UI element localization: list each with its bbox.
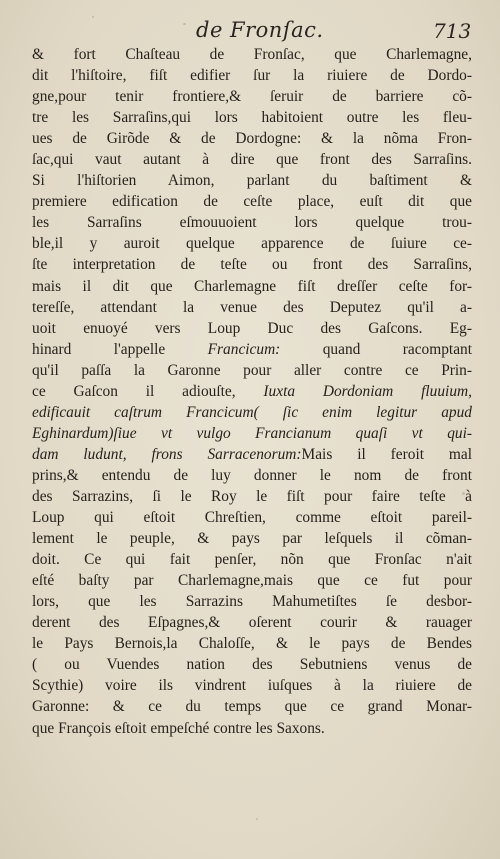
text-line	[32, 233, 472, 254]
text-line	[32, 465, 472, 486]
roman-text: que François eſtoit empeſché contre les Saxons.	[32, 719, 325, 737]
roman-text: dit l'hiſtoire, fiſt edifier ſur la riuiere de Dordo-	[32, 67, 472, 85]
page-number: 713	[433, 19, 472, 43]
text-line	[32, 276, 472, 297]
roman-text: doit. Ce qui fait penſer, nõn que Fronſac n'ait	[32, 551, 472, 569]
text-line	[32, 675, 472, 696]
text-line	[32, 528, 472, 549]
roman-text: Garonne: & ce du temps que ce grand Monar-	[32, 698, 472, 716]
italic-text: edificauit caſtrum Francicum( ſic enim legitur apud	[32, 403, 472, 421]
roman-text: gne,pour tenir frontiere,& ſeruir de barriere cõ-	[32, 88, 472, 106]
roman-text: des Sarrazins, ſi le Roy le fiſt pour faire teſte à	[32, 487, 472, 505]
text-line	[32, 696, 472, 717]
text-line	[32, 149, 472, 170]
text-line	[32, 254, 472, 275]
text-line	[32, 486, 472, 507]
roman-text: Loup qui eſtoit Chreſtien, comme eſtoit pareil-	[32, 509, 472, 527]
text-line	[32, 718, 472, 739]
roman-text: eſté baſty par Charlemagne,mais que ce fut pour	[32, 572, 472, 590]
text-line	[32, 107, 472, 128]
text-line	[32, 86, 472, 107]
text-line	[32, 549, 472, 570]
roman-text: ble,il y auroit quelque apparence de ſuiure ce-	[32, 235, 472, 253]
page-header	[0, 18, 500, 44]
text-line	[32, 507, 472, 528]
roman-text: premiere edification de ceſte place, euſt dit que	[32, 193, 472, 211]
italic-text: Iuxta Dordoniam fluuium,	[263, 382, 472, 400]
running-title: de Fronſac.	[196, 18, 324, 42]
text-line	[32, 360, 472, 381]
roman-text: hinard l'appelle	[32, 340, 208, 358]
roman-text: mais il dit que Charlemagne fiſt dreſſer ceſte for-	[32, 277, 472, 295]
roman-text: les Sarraſins eſmouuoient lors quelque trou-	[32, 214, 472, 232]
text-line	[32, 444, 472, 465]
text-line	[32, 339, 472, 360]
text-line	[32, 128, 472, 149]
text-line	[32, 654, 472, 675]
body-text	[32, 44, 472, 739]
text-line	[32, 297, 472, 318]
roman-text: quand racomptant	[280, 340, 472, 358]
roman-text: derent des Eſpagnes,& oſerent courir & rauager	[32, 614, 472, 632]
roman-text: Scythie) voire ils vindrent iuſques à la riuiere de	[32, 677, 472, 695]
roman-text: lement le peuple, & pays par leſquels il cõman-	[32, 530, 472, 548]
roman-text: ſte interpretation de teſte ou front des Sarraſins,	[32, 256, 472, 274]
roman-text: ( ou Vuendes nation des Sebutniens venus de	[32, 656, 472, 674]
roman-text: ſac,qui vaut autant à dire que front des Sarraſins.	[32, 151, 472, 169]
text-line	[32, 423, 472, 444]
roman-text: tre les Sarraſins,qui lors habitoient outre les fleu-	[32, 109, 472, 127]
roman-text: Si l'hiſtorien Aimon, parlant du baſtiment &	[32, 172, 472, 190]
italic-text: Eghinardum)ſiue vt vulgo Francianum quaſi vt qui-	[32, 424, 472, 442]
roman-text: ce Gaſcon il adiouſte,	[32, 382, 264, 400]
text-line	[32, 381, 472, 402]
roman-text: ues de Girõde & de Dordogne: & la nõma Fron-	[32, 130, 472, 148]
paper-speck	[256, 818, 258, 820]
text-line	[32, 591, 472, 612]
text-line	[32, 570, 472, 591]
roman-text: lors, que les Sarrazins Mahumetiſtes ſe desbor-	[32, 593, 472, 611]
roman-text: & fort Chaſteau de Fronſac, que Charlemagne,	[32, 46, 472, 63]
paper-speck	[92, 16, 94, 18]
text-line	[32, 65, 472, 86]
text-line	[32, 633, 472, 654]
roman-text: prins,& entendu de luy donner le nom de front	[32, 466, 472, 484]
paper-speck	[462, 492, 465, 495]
text-line	[32, 44, 472, 65]
text-line	[32, 170, 472, 191]
text-line	[32, 191, 472, 212]
text-line	[32, 612, 472, 633]
roman-text: le Pays Bernois,la Chaloſſe, & le pays de Bendes	[32, 635, 472, 653]
italic-text: dam ludunt, frons Sarracenorum:	[32, 445, 302, 463]
roman-text: uoit enuoyé vers Loup Duc des Gaſcons. Eg-	[32, 319, 472, 337]
text-line	[32, 402, 472, 423]
roman-text: Mais il feroit mal	[301, 445, 472, 463]
roman-text: qu'il paſſa la Garonne pour aller contre ce Prin-	[32, 361, 472, 379]
paper-speck	[183, 23, 186, 25]
roman-text: tereſſe, attendant la venue des Deputez qu'il a-	[32, 298, 472, 316]
text-line	[32, 212, 472, 233]
italic-text: Francicum:	[207, 340, 281, 358]
text-line	[32, 318, 472, 339]
